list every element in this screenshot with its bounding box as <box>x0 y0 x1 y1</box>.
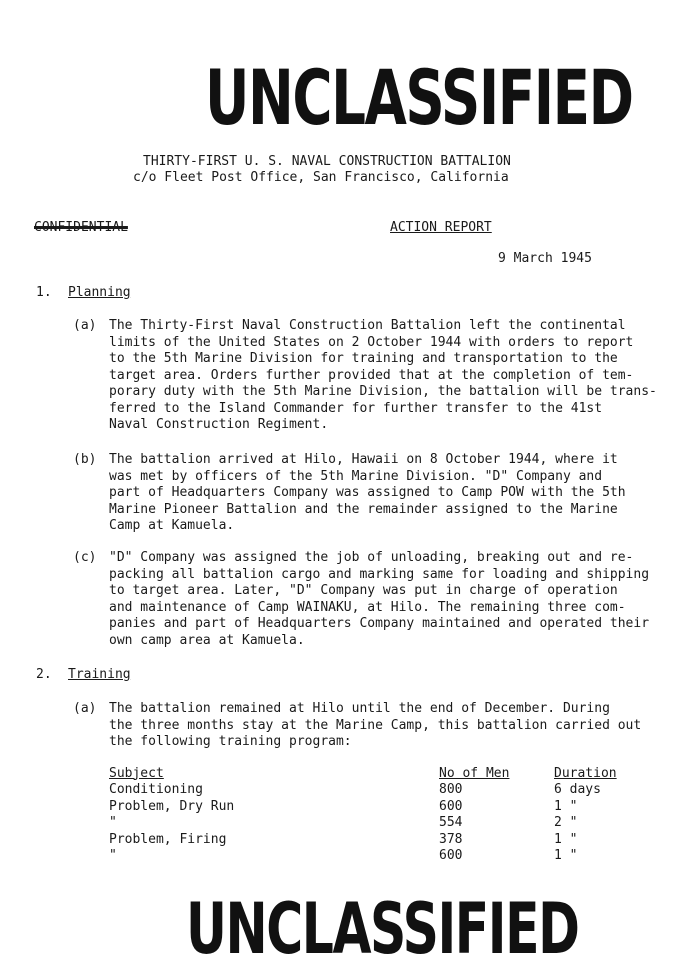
cell-men: 554 <box>439 815 463 831</box>
cell-duration: 2 " <box>554 815 578 831</box>
section-title-planning: Planning <box>68 285 131 300</box>
table-row <box>109 798 654 815</box>
unclassified-stamp-top: UNCLASSIFIED <box>205 53 633 142</box>
cell-subject: Problem, Dry Run <box>109 798 235 814</box>
training-table <box>109 765 654 864</box>
paragraph-label: (a) <box>73 318 97 333</box>
column-header-subject: Subject <box>109 765 164 781</box>
paragraph-2a: The battalion remained at Hilo until the end of December. During the three months stay at the Marine Camp, this battalion carried out the following training program: <box>109 701 642 749</box>
section-number: 2. <box>36 667 52 682</box>
cell-subject: " <box>109 815 117 831</box>
table-row <box>109 782 654 799</box>
cell-men: 800 <box>439 782 463 798</box>
cell-subject: Conditioning <box>109 782 203 798</box>
paragraph-1b: The battalion arrived at Hilo, Hawaii on 8 October 1944, where it was met by officers of the 5th Marine Division. "D" Company and part of Headquarters Company was assigned to Camp POW with the 5th Marine Pioneer Battalion and the remainder assigned to the Marine Camp at Kamuela. <box>109 452 626 533</box>
cell-duration: 1 " <box>554 831 578 847</box>
paragraph-label: (c) <box>73 550 97 565</box>
section-title-training: Training <box>68 667 131 682</box>
section-number: 1. <box>36 285 52 300</box>
struck-classification: CONFIDENTIAL <box>34 220 128 235</box>
cell-duration: 6 days <box>554 782 601 798</box>
cell-men: 600 <box>439 848 463 864</box>
column-header-duration: Duration <box>554 765 617 781</box>
paragraph-label: (a) <box>73 701 97 716</box>
cell-subject: Problem, Firing <box>109 831 227 847</box>
table-row <box>109 815 654 832</box>
cell-men: 378 <box>439 831 463 847</box>
report-date: 9 March 1945 <box>498 251 592 266</box>
table-header-row <box>109 765 654 782</box>
table-row <box>109 831 654 848</box>
unit-address: c/o Fleet Post Office, San Francisco, California <box>133 170 509 185</box>
paragraph-label: (b) <box>73 452 97 467</box>
table-row <box>109 848 654 865</box>
unit-name: THIRTY-FIRST U. S. NAVAL CONSTRUCTION BATTALION <box>143 154 511 169</box>
unclassified-stamp-bottom: UNCLASSIFIED <box>186 888 579 970</box>
column-header-men: No of Men <box>439 765 510 781</box>
paragraph-1a: The Thirty-First Naval Construction Battalion left the continental limits of the United States on 2 October 1944 with orders to report to the 5th Marine Division for training and transportation to the target area. Orders further provided that at the completion of tem- porary duty with the 5th Marine Division, the battalion will be trans- ferred to the Island Commander for further transfer to the 41st Naval Construction Regiment. <box>109 318 657 432</box>
cell-duration: 1 " <box>554 798 578 814</box>
cell-duration: 1 " <box>554 848 578 864</box>
report-title: ACTION REPORT <box>390 220 492 235</box>
cell-subject: " <box>109 848 117 864</box>
paragraph-1c: "D" Company was assigned the job of unloading, breaking out and re- packing all battalion cargo and marking same for loading and shipping to target area. Later, "D" Company was put in charge of operation and maintenance of Camp WAINAKU, at Hilo. The remaining three com- panies and part of Headquarters Company maintained and operated their own camp area at Kamuela. <box>109 550 650 648</box>
cell-men: 600 <box>439 798 463 814</box>
